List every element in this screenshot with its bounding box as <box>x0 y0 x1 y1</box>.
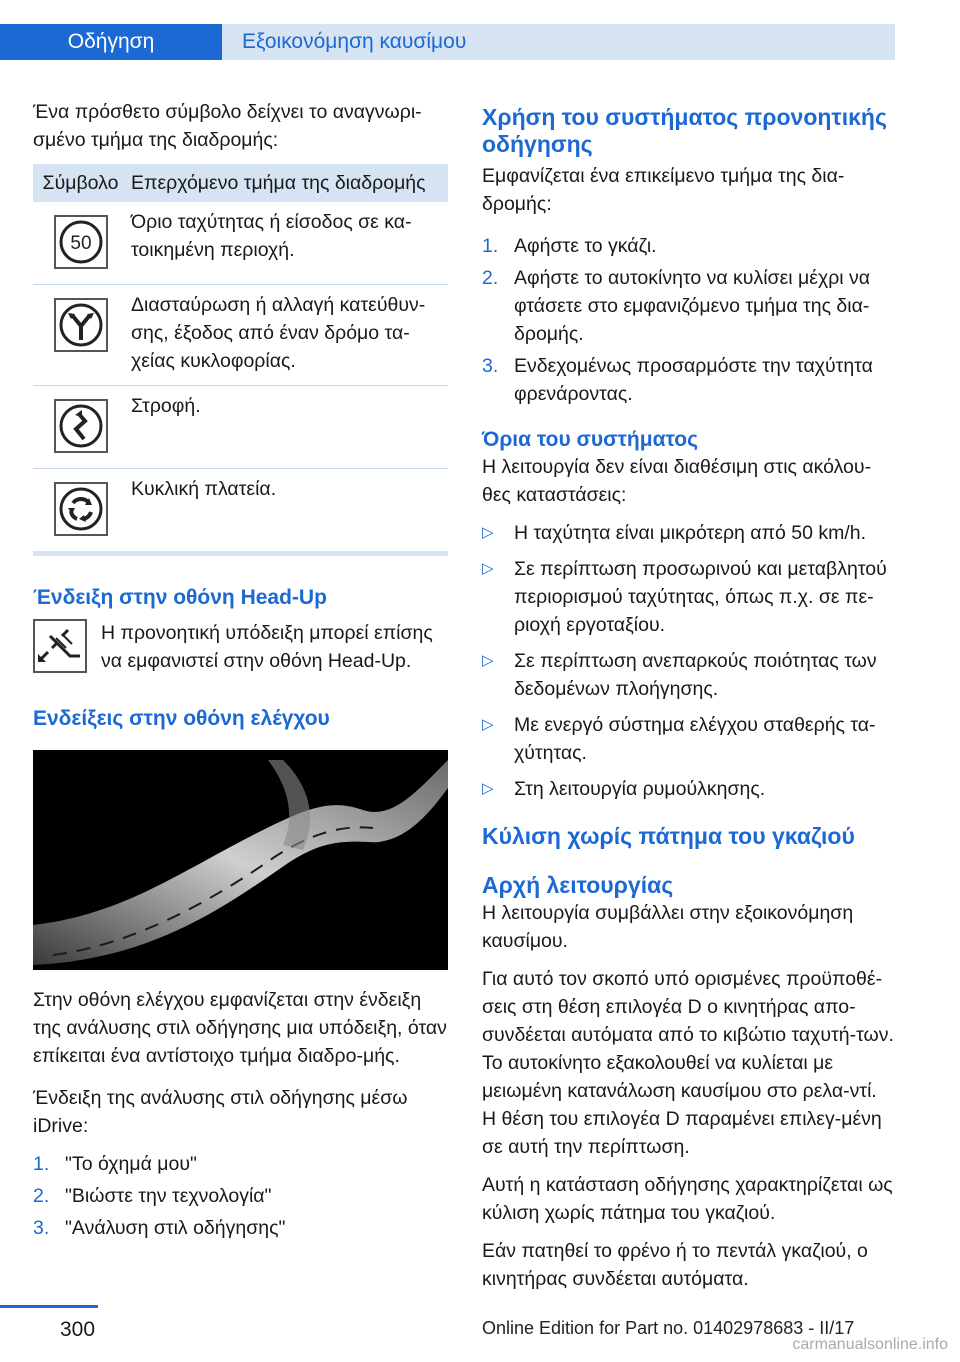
principle-title: Αρχή λειτουργίας <box>482 872 674 898</box>
page-number: 300 <box>60 1318 96 1341</box>
tab-driving[interactable]: Οδήγηση <box>0 24 222 60</box>
coasting-hint-icon <box>33 619 87 673</box>
list-item: 1. Αφήστε το γκάζι. <box>482 235 657 257</box>
col-header-symbol: Σύμβολο <box>42 172 119 194</box>
list-item: ▷ Η ταχύτητα είναι μικρότερη από 50 km/h. <box>482 522 867 544</box>
list-item: 3. Ενδεχομένως προσαρμόστε την ταχύτητα φρενάροντας. <box>482 355 873 405</box>
right-column <box>482 98 895 1303</box>
roundabout-icon <box>54 482 108 536</box>
control-display-image <box>33 750 448 970</box>
list-item: ▷ Στη λειτουργία ρυμούλκησης. <box>482 778 766 800</box>
list-item: 3. "Ανάλυση στιλ οδήγησης" <box>33 1217 286 1239</box>
table-row <box>33 202 448 285</box>
principle-p3: Αυτή η κατάσταση οδήγησης χαρακτηρίζεται ως κύλιση χωρίς πάτημα του γκαζιού. <box>482 1174 893 1224</box>
usage-text: Εμφανίζεται ένα επικείμενο τμήμα της δια‐δρομής: <box>482 165 845 215</box>
list-item: ▷ Σε περίπτωση ανεπαρκούς ποιότητας των δεδομένων πλοήγησης. <box>482 650 877 700</box>
hud-title: Ένδειξη στην οθόνη Head-Up <box>33 586 327 609</box>
limits-text: Η λειτουργία δεν είναι διαθέσιμη στις ακόλου‐θες καταστάσεις: <box>482 456 872 506</box>
usage-title: Χρήση του συστήματος προνοητικής οδήγησης <box>482 104 887 157</box>
list-item: ▷ Σε περίπτωση προσωρινού και μεταβλητού περιορισμού ταχύτητας, όπως π.χ. σε πε‐ριοχή εργοταξίου. <box>482 558 887 636</box>
col-header-route-section: Επερχόμενο τμήμα της διαδρομής <box>131 172 426 194</box>
list-item: 2. Αφήστε το αυτοκίνητο να κυλίσει μέχρι να φτάσετε στο εμφανιζόμενο τμήμα της δια‐δρομής. <box>482 267 871 345</box>
speed-limit-icon <box>54 215 108 269</box>
list-item: 1. "Το όχημά μου" <box>33 1153 197 1175</box>
table-row <box>33 285 448 386</box>
edition-text: Online Edition for Part no. 01402978683 - II/17 <box>482 1318 855 1338</box>
control-display-title: Ενδείξεις στην οθόνη ελέγχου <box>33 707 330 730</box>
junction-icon <box>54 298 108 352</box>
coasting-title: Κύλιση χωρίς πάτημα του γκαζιού <box>482 823 855 849</box>
header-tabs <box>0 0 895 60</box>
row-roundabout-text: Κυκλική πλατεία. <box>131 478 277 500</box>
limits-list <box>482 519 895 803</box>
footer-accent-line <box>0 1305 98 1308</box>
row-junction-text: Διασταύρωση ή αλλαγή κατεύθυν‐σης, έξοδος από έναν δρόμο τα‐χείας κυκλοφορίας. <box>131 294 426 372</box>
control-display-text: Στην οθόνη ελέγχου εμφανίζεται στην ένδειξη της ανάλυσης στιλ οδήγησης μια υπόδειξη, όταν επίκειται ένα αντίστοιχο τμήμα διαδρο‐μής. <box>33 989 447 1067</box>
intro-text: Ένα πρόσθετο σύμβολο δείχνει το αναγνωρι‐σμένο τμήμα της διαδρομής: <box>33 101 422 151</box>
list-item: 2. "Βιώστε την τεχνολογία" <box>33 1185 272 1207</box>
principle-p2: Για αυτό τον σκοπό υπό ορισμένες προϋποθέ‐σεις στη θέση επιλογέα D ο κινητήρας απο‐συνδέεται αυτόματα από το κιβώτιο ταχυτή‐των. Το αυτοκίνητο εξακολουθεί να κυλίεται με μειωμένη κατανάλωση καυσίμου στο ρελα‐ντί. Η θέση του επιλογέα D παραμένει επιλεγ‐μένη σε αυτή την περίπτωση. <box>482 968 894 1158</box>
hud-text: Η προνοητική υπόδειξη μπορεί επίσης να εμφανιστεί στην οθόνη Head-Up. <box>101 622 433 672</box>
table-row <box>33 386 448 469</box>
list-item: ▷ Με ενεργό σύστημα ελέγχου σταθερής τα‐χύτητας. <box>482 714 876 764</box>
curve-icon <box>54 399 108 453</box>
principle-p4: Εάν πατηθεί το φρένο ή το πεντάλ γκαζιού, ο κινητήρας συνδέεται αυτόματα. <box>482 1240 868 1290</box>
limits-title: Όρια του συστήματος <box>482 428 699 451</box>
row-curve-text: Στροφή. <box>131 395 201 417</box>
symbol-table <box>33 164 448 556</box>
left-column <box>33 98 448 1252</box>
table-header <box>33 164 448 202</box>
usage-steps <box>482 232 895 408</box>
svg-text:50: 50 <box>69 233 92 254</box>
idrive-text: Ένδειξη της ανάλυσης στιλ οδήγησης μέσω iDrive: <box>33 1087 408 1137</box>
watermark: carmanualsonline.info <box>792 1336 948 1353</box>
idrive-steps <box>33 1150 448 1242</box>
hud-section <box>33 619 448 675</box>
tab-fuel-saving[interactable]: Εξοικονόμηση καυσίμου <box>222 24 895 60</box>
table-row <box>33 469 448 551</box>
row-speed-limit-text: Όριο ταχύτητας ή είσοδος σε κα‐τοικημένη περιοχή. <box>131 211 412 261</box>
principle-p1: Η λειτουργία συμβάλλει στην εξοικονόμηση καυσίμου. <box>482 902 854 952</box>
